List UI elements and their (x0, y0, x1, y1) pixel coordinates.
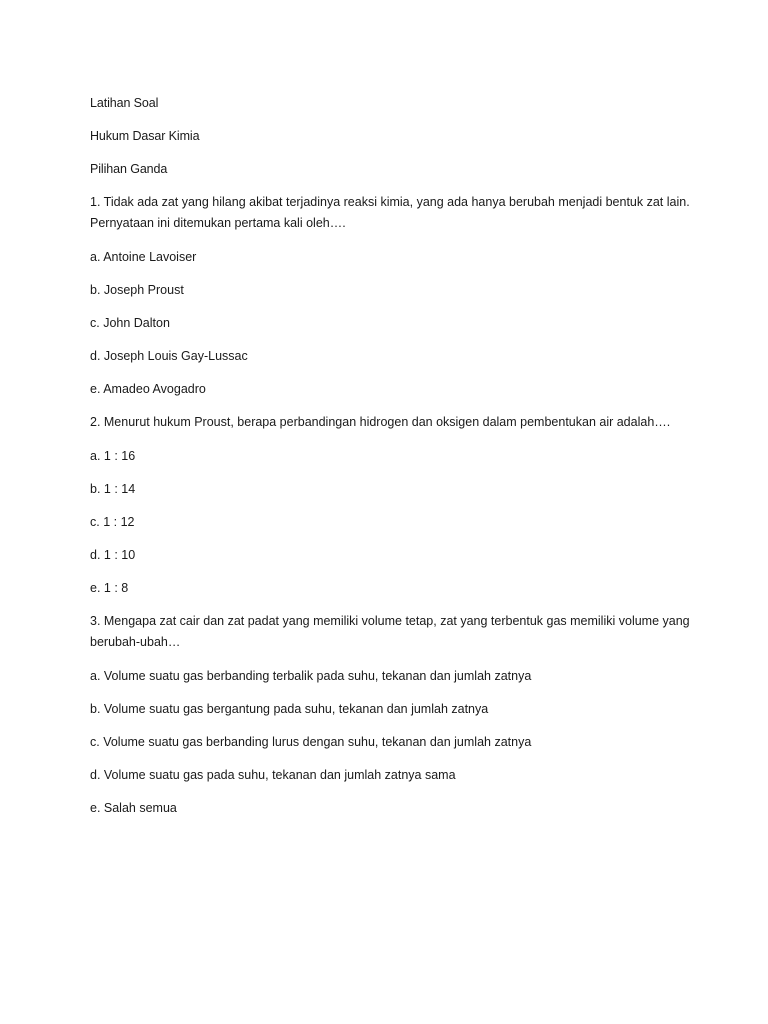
question-text: 3. Mengapa zat cair dan zat padat yang memiliki volume tetap, zat yang terbentuk gas memiliki volume yang berubah-ubah… (90, 614, 690, 649)
section-heading: Pilihan Ganda (90, 162, 168, 176)
answer-option: e. Salah semua (90, 801, 177, 815)
answer-option: b. Joseph Proust (90, 283, 184, 297)
question-1 (90, 192, 700, 399)
question-2 (90, 412, 700, 598)
answer-option: a. Volume suatu gas berbanding terbalik pada suhu, tekanan dan jumlah zatnya (90, 669, 532, 683)
answer-option: d. 1 : 10 (90, 548, 136, 562)
answer-option: d. Joseph Louis Gay-Lussac (90, 349, 248, 363)
answer-option: e. Amadeo Avogadro (90, 382, 206, 396)
answer-option: b. 1 : 14 (90, 482, 136, 496)
document-page (90, 93, 700, 831)
question-3 (90, 611, 700, 818)
answer-option: e. 1 : 8 (90, 581, 129, 595)
answer-option: a. Antoine Lavoiser (90, 250, 197, 264)
question-text: 2. Menurut hukum Proust, berapa perbandingan hidrogen dan oksigen dalam pembentukan air adalah…. (90, 415, 671, 429)
answer-option: c. Volume suatu gas berbanding lurus dengan suhu, tekanan dan jumlah zatnya (90, 735, 532, 749)
doc-subtitle: Hukum Dasar Kimia (90, 129, 200, 143)
doc-title: Latihan Soal (90, 96, 159, 110)
answer-option: c. 1 : 12 (90, 515, 135, 529)
answer-option: c. John Dalton (90, 316, 170, 330)
answer-option: b. Volume suatu gas bergantung pada suhu, tekanan dan jumlah zatnya (90, 702, 489, 716)
answer-option: a. 1 : 16 (90, 449, 136, 463)
answer-option: d. Volume suatu gas pada suhu, tekanan dan jumlah zatnya sama (90, 768, 456, 782)
question-text: 1. Tidak ada zat yang hilang akibat terjadinya reaksi kimia, yang ada hanya berubah menjadi bentuk zat lain. Pernyataan ini ditemukan pertama kali oleh…. (90, 195, 690, 230)
